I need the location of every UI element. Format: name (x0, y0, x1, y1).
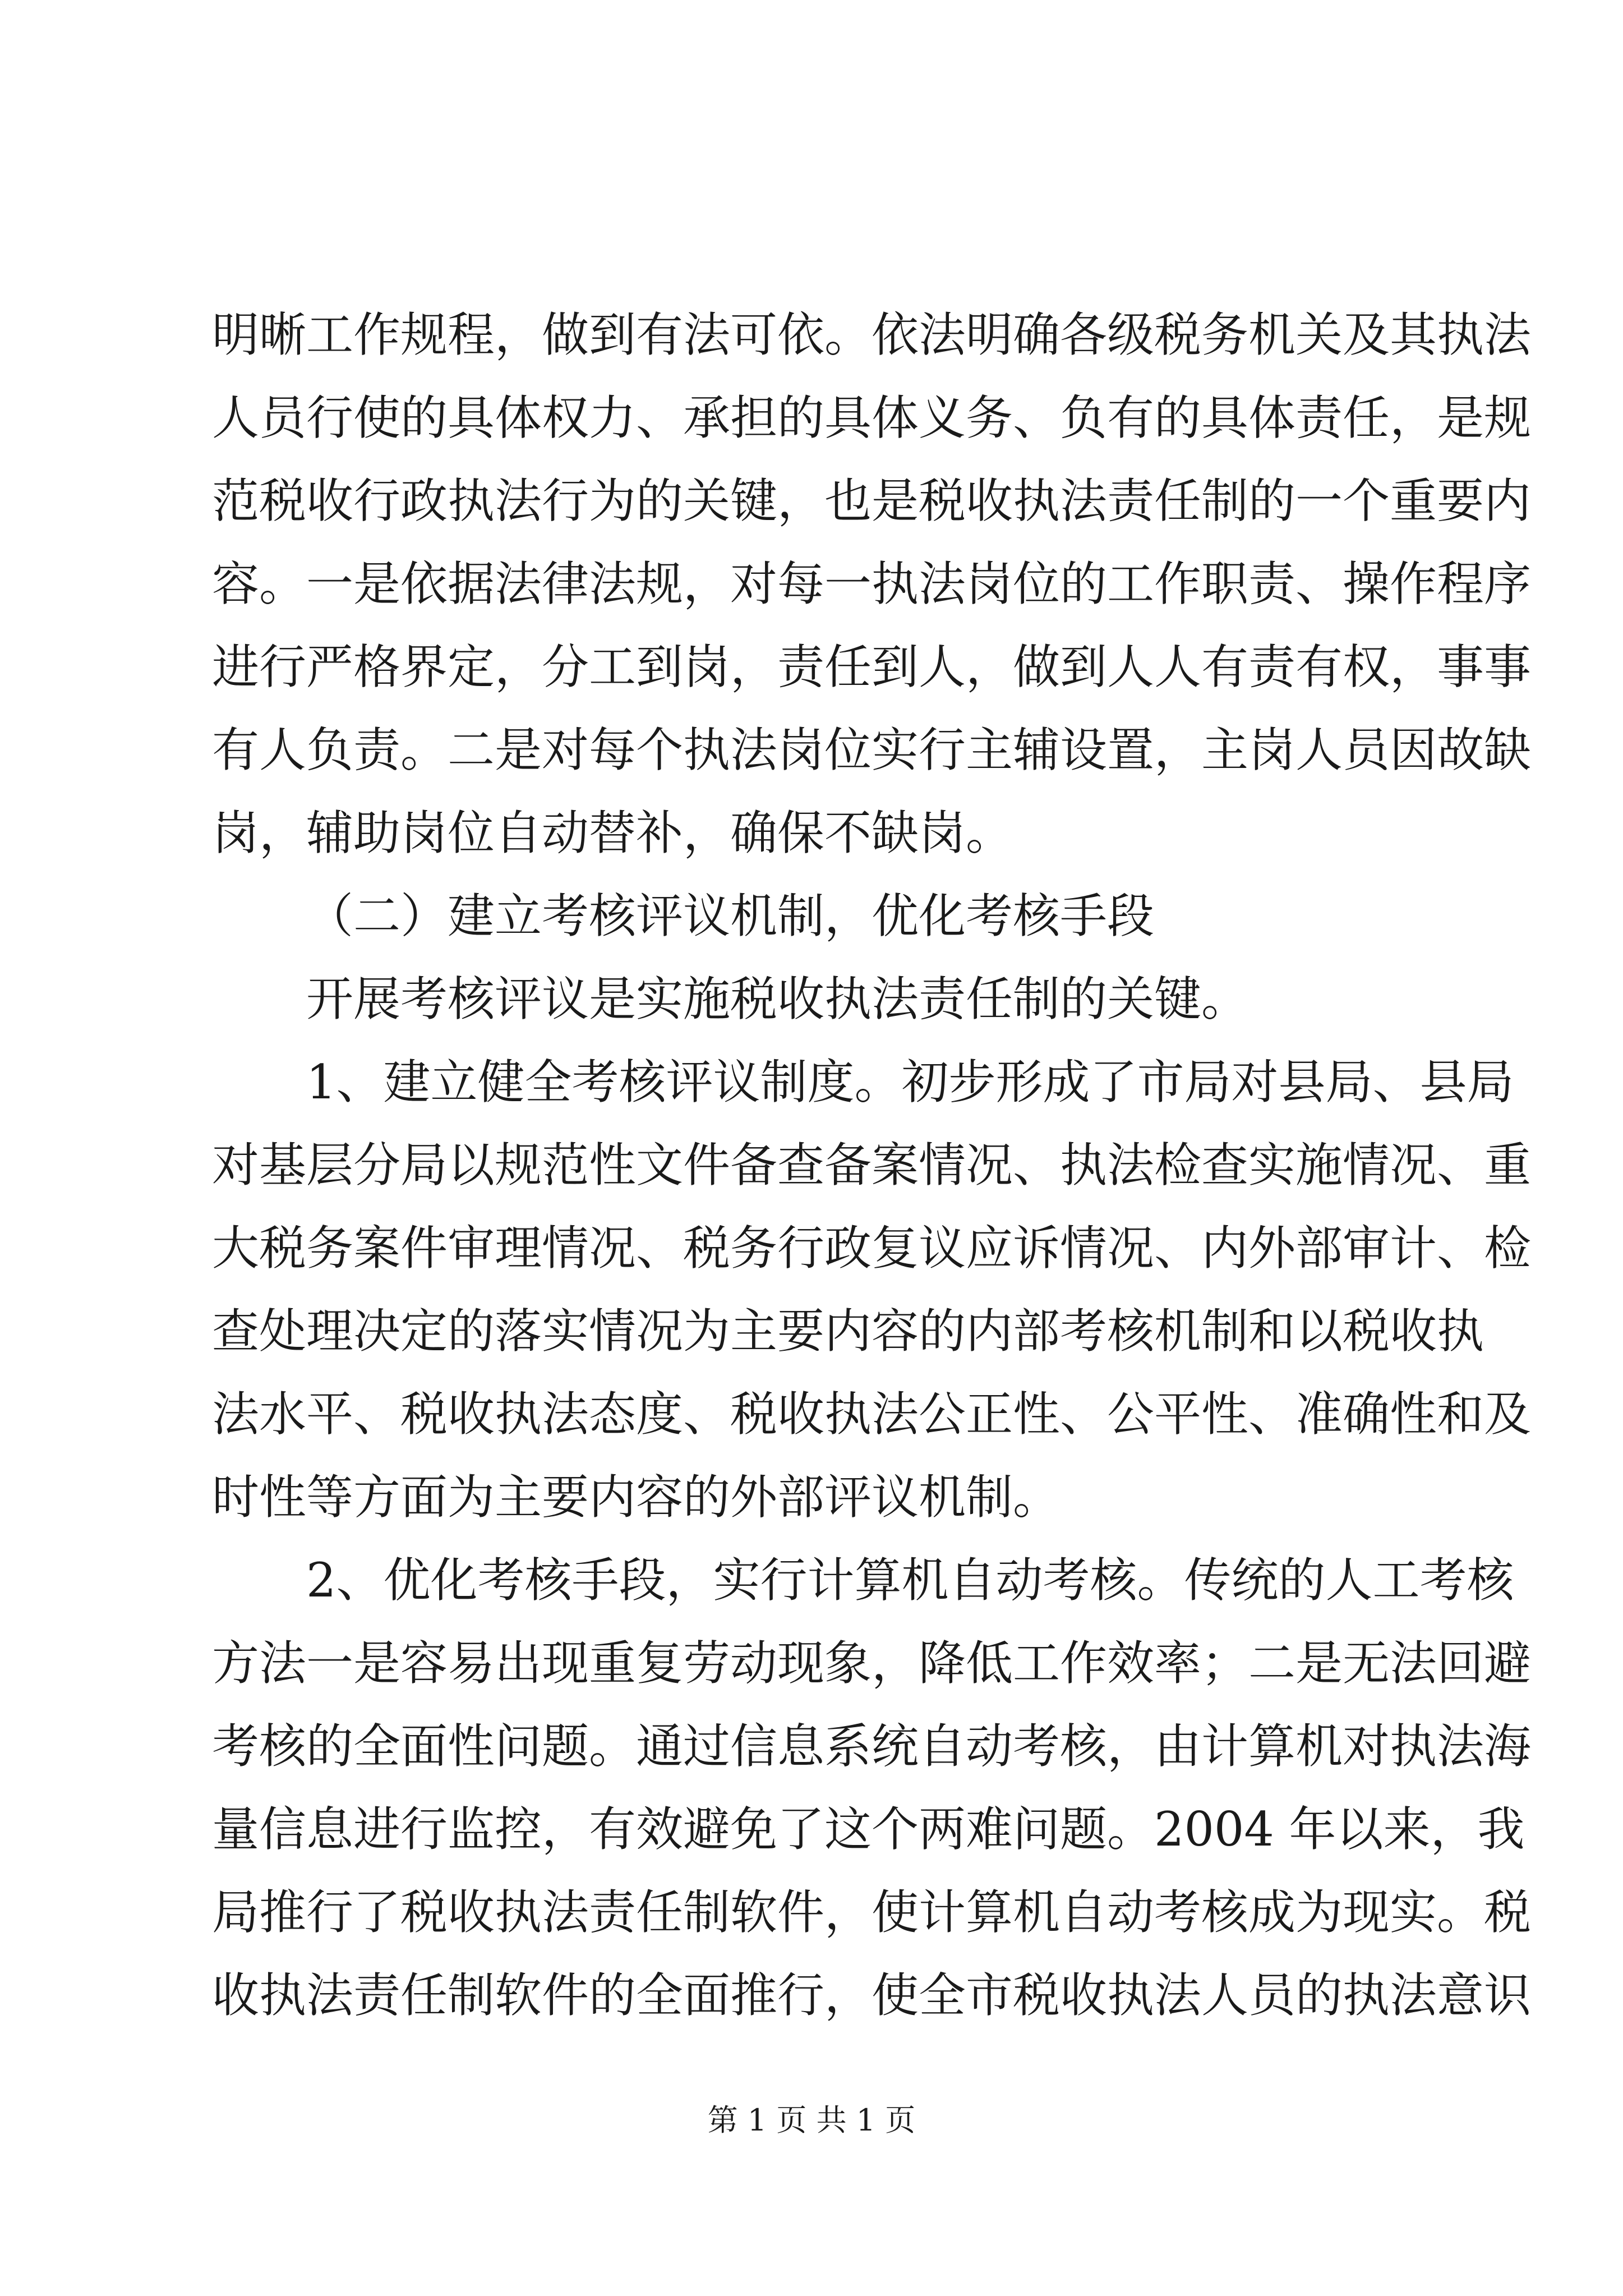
text-line: 量信息进行监控，有效避免了这个两难问题。2004 年以来，我 (212, 1802, 1525, 1857)
text-line: 容。一是依据法律法规，对每一执法岗位的工作职责、操作程序 (212, 556, 1532, 611)
text-line: 收执法责任制软件的全面推行，使全市税收执法人员的执法意识 (212, 1968, 1532, 2023)
text-line: 开展考核评议是实施税收执法责任制的关键。 (306, 972, 1249, 1027)
text-line: 1、建立健全考核评议制度。初步形成了市局对县局、县局 (306, 1055, 1514, 1110)
text-line: 局推行了税收执法责任制软件，使计算机自动考核成为现实。税 (212, 1885, 1532, 1940)
text-line: 查处理决定的落实情况为主要内容的内部考核机制和以税收执 (212, 1304, 1484, 1359)
text-line: 对基层分局以规范性文件备查备案情况、执法检查实施情况、重 (212, 1138, 1532, 1193)
text-line: 方法一是容易出现重复劳动现象，降低工作效率；二是无法回避 (212, 1636, 1532, 1691)
text-line: 大税务案件审理情况、税务行政复议应诉情况、内外部审计、检 (212, 1221, 1532, 1276)
section-heading: （二）建立考核评议机制，优化考核手段 (306, 889, 1155, 944)
text-line: 时性等方面为主要内容的外部评议机制。 (212, 1470, 1061, 1525)
text-line: 法水平、税收执法态度、税收执法公正性、公平性、准确性和及 (212, 1387, 1532, 1442)
text-line: 进行严格界定，分工到岗，责任到人，做到人人有责有权，事事 (212, 639, 1532, 694)
text-line: 明晰工作规程，做到有法可依。依法明确各级税务机关及其执法 (212, 307, 1532, 362)
text-line: 2、优化考核手段，实行计算机自动考核。传统的人工考核 (306, 1553, 1514, 1608)
page-footer: 第 1 页 共 1 页 (707, 2102, 916, 2138)
text-line: 范税收行政执法行为的关键，也是税收执法责任制的一个重要内 (212, 473, 1532, 528)
text-line: 考核的全面性问题。通过信息系统自动考核，由计算机对执法海 (212, 1719, 1532, 1774)
text-line: 人员行使的具体权力、承担的具体义务、负有的具体责任，是规 (212, 390, 1532, 445)
text-line: 有人负责。二是对每个执法岗位实行主辅设置，主岗人员因故缺 (212, 723, 1532, 777)
text-line: 岗，辅助岗位自动替补，确保不缺岗。 (212, 806, 1013, 861)
